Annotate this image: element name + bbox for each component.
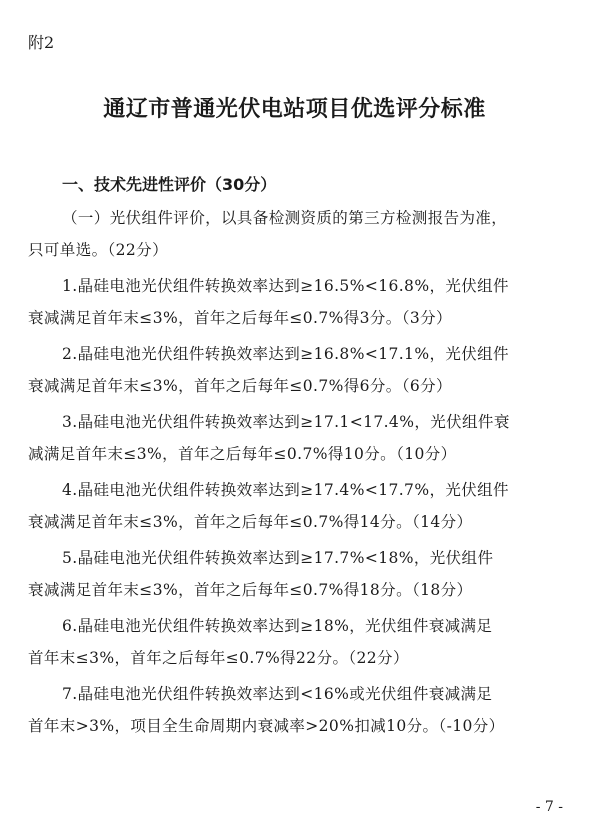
subsection-line-1: （一）光伏组件评价，以具备检测资质的第三方检测报告为准， [62, 209, 508, 227]
item-2-line-2: 衰减满足首年末≤3%，首年之后每年≤0.7%得6分。（6分） [28, 377, 452, 395]
attachment-label: 附2 [28, 33, 55, 52]
document-title: 通辽市普通光伏电站项目优选评分标准 [103, 96, 486, 122]
subsection-line-2: 只可单选。（22分） [28, 241, 168, 259]
item-7-line-2: 首年末>3%，项目全生命周期内衰减率>20%扣减10分。（-10分） [28, 717, 505, 735]
item-3-line-2: 减满足首年末≤3%，首年之后每年≤0.7%得10分。（10分） [28, 445, 457, 463]
item-6-line-1: 6.晶硅电池光伏组件转换效率达到≥18%，光伏组件衰减满足 [62, 617, 493, 635]
item-3-line-1: 3.晶硅电池光伏组件转换效率达到≥17.1<17.4%，光伏组件衰 [62, 413, 510, 431]
item-5-line-2: 衰减满足首年末≤3%，首年之后每年≤0.7%得18分。（18分） [28, 581, 473, 599]
item-2-line-1: 2.晶硅电池光伏组件转换效率达到≥16.8%<17.1%，光伏组件 [62, 345, 509, 363]
page-number: - 7 - [535, 799, 563, 815]
item-1-line-2: 衰减满足首年末≤3%，首年之后每年≤0.7%得3分。（3分） [28, 309, 452, 327]
item-5-line-1: 5.晶硅电池光伏组件转换效率达到≥17.7%<18%，光伏组件 [62, 549, 494, 567]
section-heading: 一、技术先进性评价（30分） [62, 175, 277, 194]
item-4-line-1: 4.晶硅电池光伏组件转换效率达到≥17.4%<17.7%，光伏组件 [62, 481, 509, 499]
item-6-line-2: 首年末≤3%，首年之后每年≤0.7%得22分。（22分） [28, 649, 409, 667]
item-7-line-1: 7.晶硅电池光伏组件转换效率达到<16%或光伏组件衰减满足 [62, 685, 493, 703]
item-1-line-1: 1.晶硅电池光伏组件转换效率达到≥16.5%<16.8%，光伏组件 [62, 277, 509, 295]
item-4-line-2: 衰减满足首年末≤3%，首年之后每年≤0.7%得14分。（14分） [28, 513, 473, 531]
